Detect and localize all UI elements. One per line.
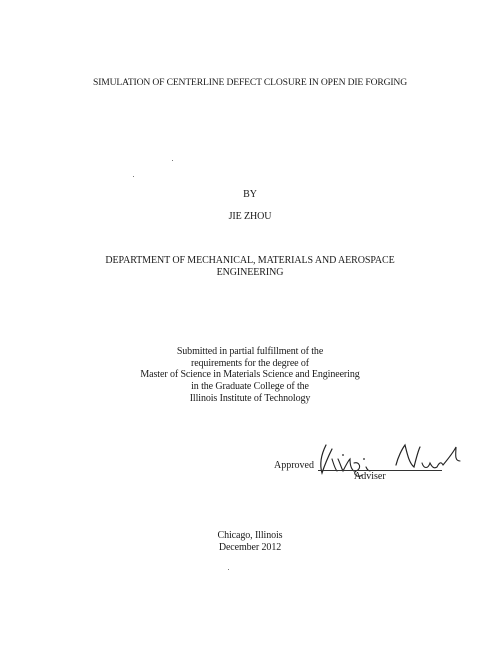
department-line-2: ENGINEERING: [216, 267, 284, 278]
author-name: JIE ZHOU: [228, 211, 272, 222]
approved-label: Approved: [274, 460, 314, 471]
location: Chicago, Illinois: [217, 530, 283, 541]
adviser-label: Adviser: [354, 471, 386, 482]
submission-line-4: in the Graduate College of the: [191, 381, 309, 392]
thesis-title: SIMULATION OF CENTERLINE DEFECT CLOSURE IN OPEN DIE FORGING: [93, 77, 407, 88]
date: December 2012: [218, 542, 282, 553]
scan-speck: [172, 160, 173, 161]
submission-line-3: Master of Science in Materials Science and Engineering: [140, 369, 360, 380]
submission-line-1: Submitted in partial fulfillment of the: [176, 346, 324, 357]
submission-line-5: Illinois Institute of Technology: [189, 393, 311, 404]
adviser-signature: [310, 437, 470, 485]
department-line-1: DEPARTMENT OF MECHANICAL, MATERIALS AND AEROSPACE: [105, 255, 395, 266]
by-label: BY: [243, 189, 257, 200]
scan-speck: [133, 176, 134, 177]
submission-line-2: requirements for the degree of: [190, 358, 310, 369]
scan-speck: [228, 569, 229, 570]
